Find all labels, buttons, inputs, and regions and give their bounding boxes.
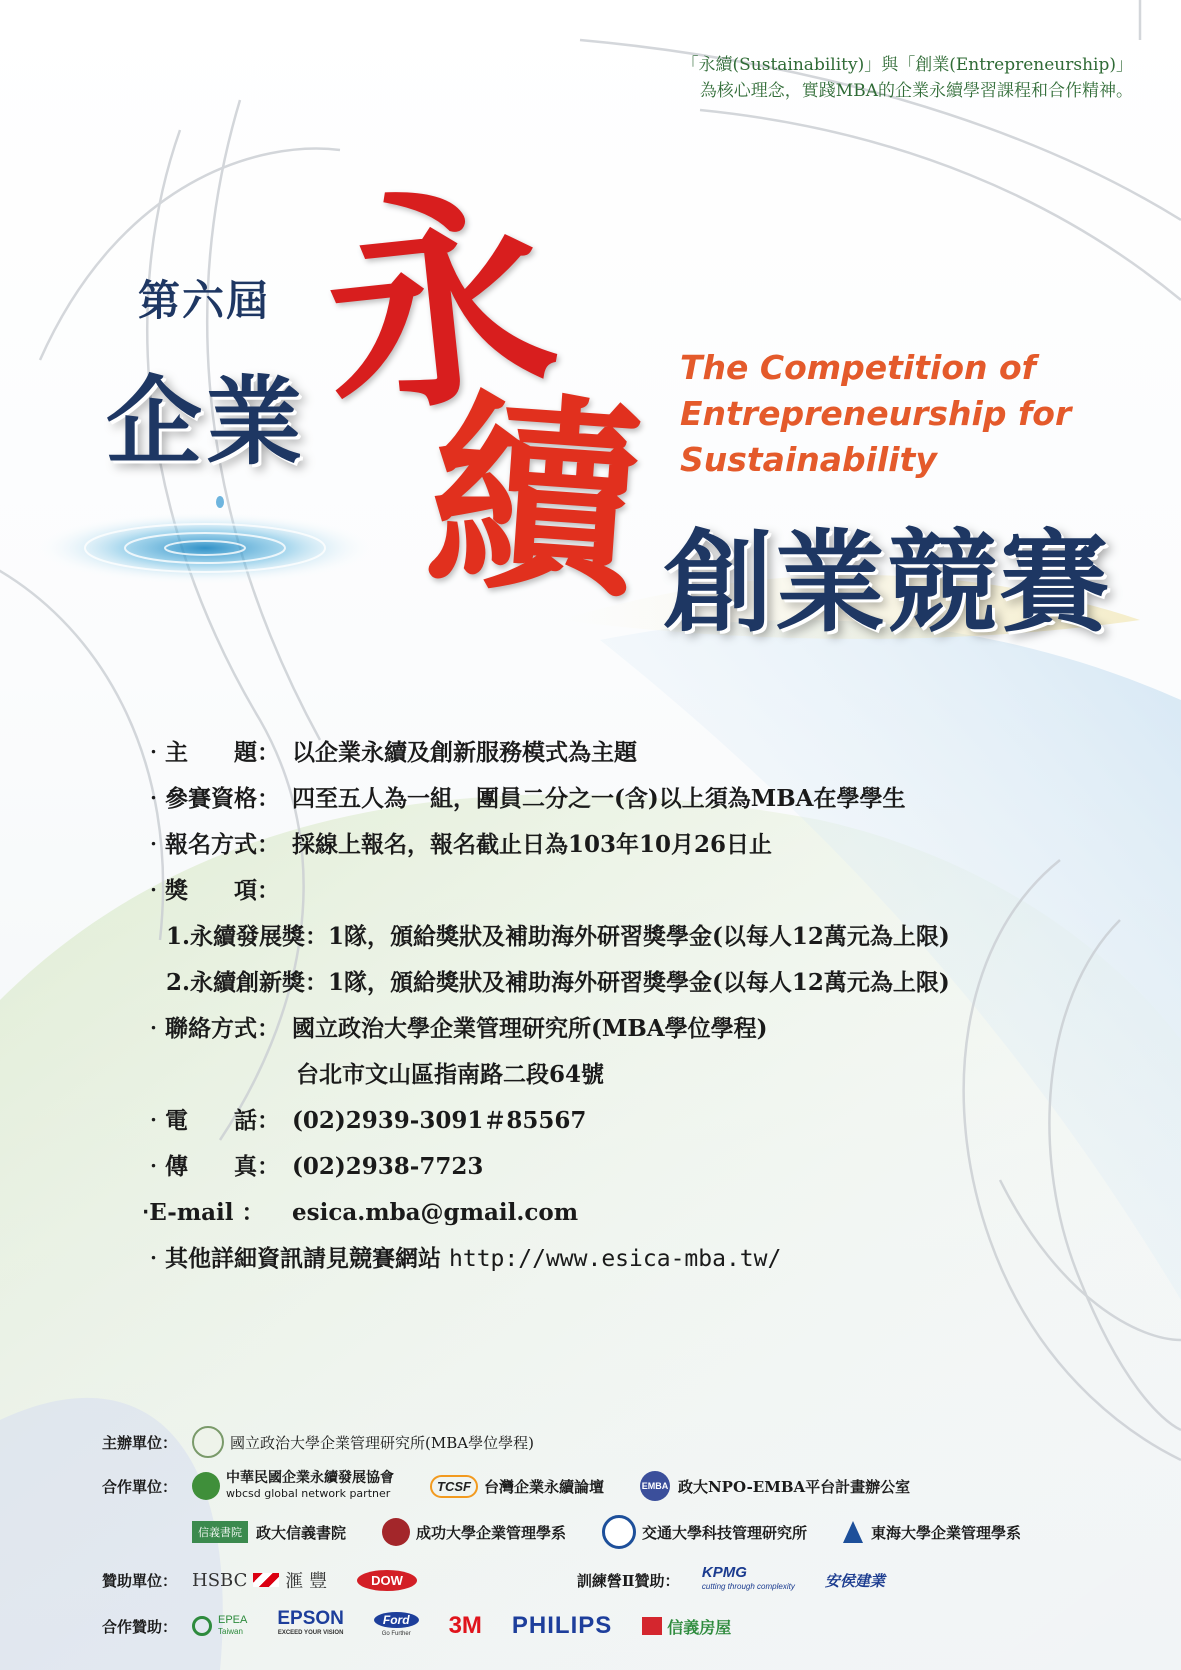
info-fax [142, 1150, 483, 1184]
kpmg-text: KPMG [701, 1564, 747, 1581]
sponsor-label: 贊助單位： [102, 1571, 178, 1590]
award-1: 1.永續發展獎：1隊，頒給獎狀及補助海外研習獎學金(以每人12萬元為上限) [166, 923, 950, 950]
hsbc-text: HSBC [192, 1569, 248, 1591]
epea-leaf-icon [192, 1616, 212, 1636]
cosponsor-label: 合作贊助： [102, 1617, 178, 1636]
coop6-name: 交通大學科技管理研究所 [642, 1523, 808, 1542]
registration-label: ‧報名方式： [142, 831, 280, 858]
contact-value: 國立政治大學企業管理研究所(MBA學位學程) [292, 1015, 768, 1042]
info-contact [142, 1012, 768, 1046]
title-enterprise: 企業 [106, 366, 306, 478]
xinyi-academy-logo-icon: 信義書院 [192, 1521, 248, 1543]
sinyi-realty-logo [642, 1615, 731, 1638]
coop-row-2 [192, 1515, 1057, 1549]
website-label: ‧其他詳細資訊請見競賽網站 [142, 1245, 450, 1272]
info-eligibility [142, 782, 906, 816]
hsbc-cn-text: 滙 豐 [285, 1571, 328, 1592]
email-value[interactable]: esica.mba@gmail.com [292, 1199, 579, 1226]
philips-logo: PHILIPS [511, 1612, 613, 1639]
title-competition: 創業競賽 [663, 519, 1111, 647]
kpmg-sub: cutting through complexity [701, 1582, 795, 1591]
fax-value: (02)2938-7723 [292, 1153, 484, 1180]
ford-logo [374, 1612, 419, 1640]
epea-sub: Taiwan [218, 1627, 243, 1636]
info-theme [142, 736, 637, 770]
emba-logo-icon: EMBA [640, 1471, 670, 1501]
sponsor-row [102, 1563, 885, 1597]
title-calligraphy-xu: 續 [420, 366, 648, 628]
coop-org-7 [843, 1521, 1021, 1543]
coop3-name: 政大NPO-EMBA平台計畫辦公室 [677, 1477, 911, 1496]
registration-value: 採線上報名，報名截止日為103年10月26日止 [292, 831, 773, 858]
thu-emblem-icon [843, 1521, 863, 1543]
epea-logo [192, 1615, 247, 1637]
title-calligraphy-yong: 永 [310, 156, 568, 450]
hsbc-logo [192, 1567, 327, 1593]
english-title [680, 345, 1071, 483]
award-2: 2.永續創新獎：1隊，頒給獎狀及補助海外研習獎學金(以每人12萬元為上限) [166, 969, 950, 996]
cosponsor-row [102, 1609, 761, 1643]
3m-logo: 3M [448, 1612, 482, 1639]
edition-label: 第六屆 [138, 276, 271, 325]
ford-text: Ford [374, 1612, 419, 1628]
contact-label: ‧聯絡方式： [142, 1015, 280, 1042]
host-org [192, 1426, 534, 1458]
epson-sub: EXCEED YOUR VISION [277, 1630, 344, 1636]
sinyi-house-icon [642, 1617, 662, 1635]
info-website [142, 1242, 781, 1276]
coop-org-3 [640, 1471, 910, 1501]
epson-logo [277, 1608, 344, 1640]
awards-label: ‧獎 項： [142, 877, 280, 904]
host-row [102, 1425, 570, 1459]
eligibility-label: ‧參賽資格： [142, 785, 280, 812]
website-link[interactable]: http://www.esica-mba.tw/ [449, 1246, 782, 1272]
coop-org-6 [602, 1515, 807, 1549]
theme-label: ‧主 題： [142, 739, 280, 766]
english-title-line3: Sustainability [680, 440, 937, 479]
tagline-line2: 為核心理念，實踐MBA的企業永續學習課程和合作精神。 [699, 81, 1133, 101]
contact-address: 台北市文山區指南路二段64號 [296, 1061, 605, 1088]
camp-label: 訓練營Ⅱ贊助： [576, 1571, 680, 1590]
coop-org-4 [192, 1521, 346, 1543]
eligibility-value: 四至五人為一組，團員二分之一(含)以上須為MBA在學學生 [292, 785, 906, 812]
english-title-line1: The Competition of [680, 348, 1037, 387]
info-email [142, 1196, 578, 1230]
coop-org-5 [382, 1518, 566, 1546]
fax-label: ‧傳 真： [142, 1153, 280, 1180]
coop-label: 合作單位： [102, 1477, 178, 1496]
kpmg-logo [702, 1566, 795, 1594]
sinyi-text: 信義房屋 [667, 1617, 732, 1637]
phone-value: (02)2939-3091＃85567 [292, 1107, 587, 1134]
tcsf-logo-icon: TCSF [430, 1475, 478, 1498]
ford-sub: Go Further [381, 1631, 411, 1637]
kpmg-cn-text: 安侯建業 [824, 1571, 885, 1590]
coop-org-1 [192, 1470, 394, 1502]
epea-text: EPEA [218, 1614, 248, 1626]
coop-org-2 [430, 1475, 604, 1498]
theme-value: 以企業永續及創新服務模式為主題 [292, 739, 637, 766]
nccu-seal-icon [192, 1426, 224, 1458]
coop5-name: 成功大學企業管理學系 [416, 1523, 567, 1542]
coop1-sub: wbcsd global network partner [226, 1487, 391, 1500]
tagline-line1: 「永續(Sustainability)」與「創業(Entrepreneurship)」 [681, 55, 1133, 75]
coop2-name: 台灣企業永續論壇 [483, 1477, 604, 1496]
host-name: 國立政治大學企業管理研究所(MBA學位學程) [230, 1433, 534, 1452]
info-phone [142, 1104, 586, 1138]
info-registration [142, 828, 772, 862]
email-label: ‧E-mail ： [142, 1199, 265, 1226]
tagline [682, 52, 1134, 104]
hsbc-hexagon-icon [253, 1573, 279, 1587]
bcsd-leaf-icon [192, 1472, 220, 1500]
info-awards [142, 874, 292, 908]
epson-text: EPSON [277, 1608, 344, 1629]
coop4-name: 政大信義書院 [256, 1523, 347, 1542]
coop-row-1 [102, 1469, 946, 1503]
phone-label: ‧電 話： [142, 1107, 280, 1134]
english-title-line2: Entrepreneurship for [680, 394, 1072, 433]
host-label: 主辦單位： [102, 1433, 178, 1452]
nctu-emblem-icon [602, 1515, 636, 1549]
coop1-name: 中華民國企業永續發展協會 [226, 1470, 394, 1486]
coop7-name: 東海大學企業管理學系 [871, 1523, 1022, 1542]
ncku-emblem-icon [382, 1518, 410, 1546]
dow-logo: DOW [357, 1570, 417, 1591]
